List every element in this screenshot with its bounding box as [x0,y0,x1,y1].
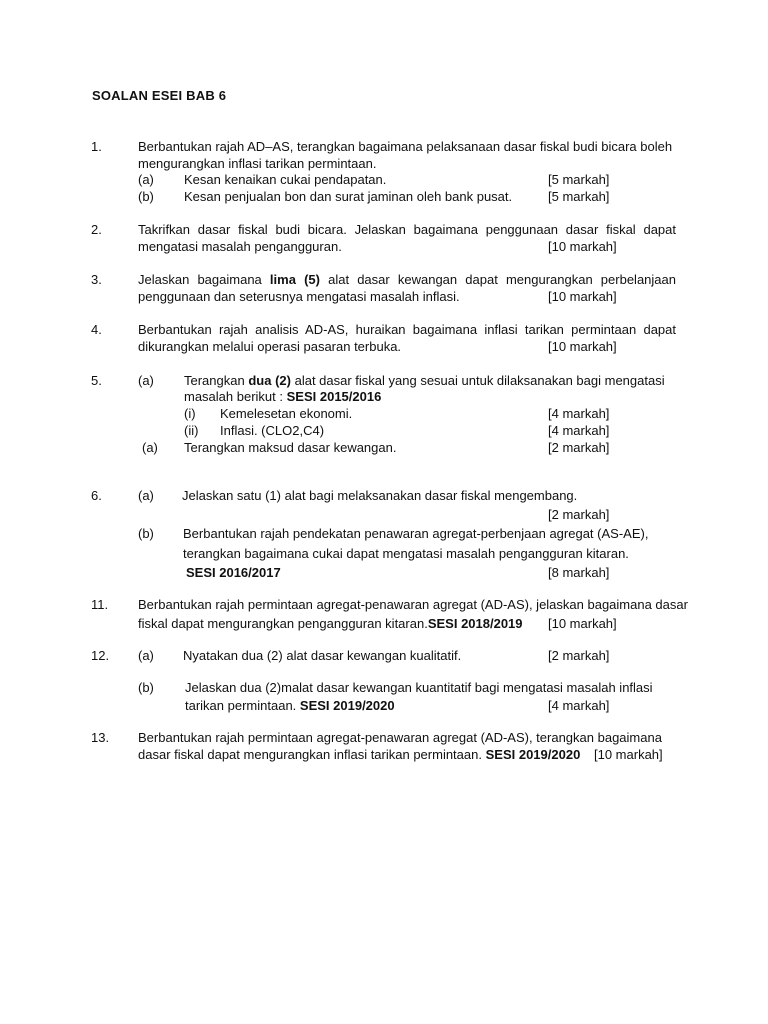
sub-question-text: tarikan permintaan. SESI 2019/2020 [185,698,395,713]
question-text: fiskal dapat mengurangkan pengangguran kitaran.SESI 2018/2019 [138,616,523,631]
marks: [5 markah] [548,189,610,204]
sub-label: (a) [138,172,154,187]
question-text: Berbantukan rajah analisis AD-AS, huraikan bagaimana inflasi tarikan permintaan dapat [138,322,676,337]
question-text: mengurangkan inflasi tarikan permintaan. [138,156,377,171]
sub-label: (a) [138,373,154,388]
question-text: penggunaan dan seterusnya mengatasi masalah inflasi. [138,289,460,304]
sub-question-text: Terangkan maksud dasar kewangan. [184,440,397,455]
session-label: SESI 2016/2017 [186,565,281,580]
emphasis: dua (2) [248,373,291,388]
sub-question-text: Terangkan dua (2) alat dasar fiskal yang sesuai untuk dilaksanakan bagi mengatasi [184,373,665,388]
session-label: SESI 2019/2020 [485,747,581,762]
sub-sub-label: (i) [184,406,196,421]
sub-label: (a) [138,648,154,663]
question-text: Berbantukan rajah permintaan agregat-penawaran agregat (AD-AS), terangkan bagaimana [138,730,662,745]
marks: [2 markah] [548,507,610,522]
question-number: 2. [91,222,102,237]
session-label: SESI 2015/2016 [286,389,382,404]
sub-label: (b) [138,189,154,204]
session-label: SESI 2019/2020 [299,698,395,713]
question-number: 12. [91,648,110,663]
marks: [5 markah] [548,172,610,187]
sub-sub-text: Inflasi. (CLO2,C4) [220,423,325,438]
marks: [2 markah] [548,440,610,455]
question-text: Takrifkan dasar fiskal budi bicara. Jelaskan bagaimana penggunaan dasar fiskal dapat [138,222,676,237]
question-text: dasar fiskal dapat mengurangkan inflasi tarikan permintaan. SESI 2019/2020 [138,747,581,762]
page-title: SOALAN ESEI BAB 6 [92,88,227,103]
question-text: dikurangkan melalui operasi pasaran terbuka. [138,339,402,354]
question-text: mengatasi masalah pengangguran. [138,239,342,254]
marks: [8 markah] [548,565,610,580]
sub-question-text: terangkan bagaimana cukai dapat mengatasi masalah pengangguran kitaran. [183,546,629,561]
question-text: Berbantukan rajah AD–AS, terangkan bagaimana pelaksanaan dasar fiskal budi bicara boleh [138,139,673,154]
marks: [10 markah] [548,616,617,631]
sub-label: (a) [142,440,158,455]
marks: [4 markah] [548,406,610,421]
question-number: 3. [91,272,102,287]
question-number: 4. [91,322,102,337]
marks: [10 markah] [548,239,617,254]
question-number: 5. [91,373,102,388]
sub-question-text: Berbantukan rajah pendekatan penawaran agregat-perbenjaan agregat (AS-AE), [183,526,649,541]
question-number: 6. [91,488,102,503]
sub-question-text: Nyatakan dua (2) alat dasar kewangan kualitatif. [183,648,462,663]
marks: [10 markah] [548,289,617,304]
question-text: Berbantukan rajah permintaan agregat-penawaran agregat (AD-AS), jelaskan bagaimana dasar [138,597,688,612]
marks: [10 markah] [594,747,663,762]
question-text: Jelaskan bagaimana lima (5) alat dasar kewangan dapat mengurangkan perbelanjaan [138,272,676,287]
sub-label: (b) [138,680,154,695]
sub-question-text: Jelaskan dua (2)malat dasar kewangan kuantitatif bagi mengatasi masalah inflasi [185,680,653,695]
question-number: 13. [91,730,110,745]
sub-label: (b) [138,526,154,541]
marks: [4 markah] [548,423,610,438]
sub-question-text: Kesan kenaikan cukai pendapatan. [184,172,387,187]
sub-sub-label: (ii) [184,423,199,438]
marks: [2 markah] [548,648,610,663]
sub-sub-text: Kemelesetan ekonomi. [220,406,353,421]
question-number: 1. [91,139,102,154]
marks: [4 markah] [548,698,610,713]
sub-question-text: masalah berikut : SESI 2015/2016 [184,389,382,404]
sub-question-text: Kesan penjualan bon dan surat jaminan oleh bank pusat. [184,189,513,204]
question-number: 11. [91,597,109,612]
sub-label: (a) [138,488,154,503]
marks: [10 markah] [548,339,617,354]
emphasis: lima (5) [269,272,320,287]
sub-question-text: Jelaskan satu (1) alat bagi melaksanakan dasar fiskal mengembang. [182,488,578,503]
session-label: SESI 2018/2019 [427,616,523,631]
